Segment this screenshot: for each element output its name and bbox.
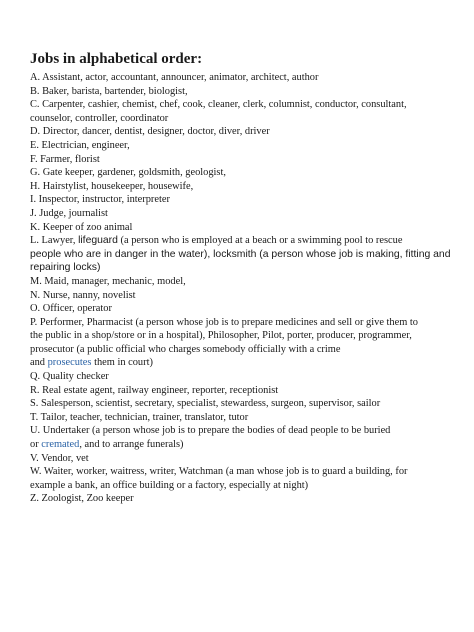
- list-item: H. Hairstylist, housekeeper, housewife,: [30, 180, 194, 192]
- entry-text: L. Lawyer,: [30, 235, 79, 247]
- list-item: counselor, controller, coordinator: [30, 112, 169, 124]
- list-item: W. Waiter, worker, waitress, writer, Watchman (a man whose job is to guard a building, for: [30, 466, 408, 478]
- list-item-p-end: [30, 356, 448, 370]
- page-title: Jobs in alphabetical order:: [30, 51, 203, 67]
- list-item: O. Officer, operator: [30, 303, 112, 315]
- entry-text: (a person who is employed at a beach or a swimming pool to rescue: [117, 235, 403, 247]
- list-item: J. Judge, journalist: [30, 207, 108, 219]
- entry-text: (a person whose job is making, fitting and: [256, 248, 451, 260]
- list-item-l-cont: repairing locks): [30, 262, 101, 274]
- list-item: prosecutor (a public official who charges somebody officially with a crime: [30, 343, 341, 355]
- locksmith-term: locksmith: [213, 248, 257, 260]
- list-item: G. Gate keeper, gardener, goldsmith, geologist,: [30, 167, 226, 179]
- prosecutes-link[interactable]: prosecutes: [47, 357, 92, 369]
- list-item: F. Farmer, florist: [30, 153, 100, 165]
- list-item: D. Director, dancer, dentist, designer, doctor, diver, driver: [30, 126, 270, 138]
- list-item: I. Inspector, instructor, interpreter: [30, 194, 170, 206]
- list-item-u-end: [30, 438, 448, 452]
- list-item: the public in a shop/store or in a hospital), Philosopher, Pilot, porter, producer, programmer,: [30, 330, 412, 342]
- list-item-l: [30, 234, 448, 248]
- document-body: [30, 50, 451, 506]
- list-item: E. Electrician, engineer,: [30, 139, 130, 151]
- list-item: P. Performer, Pharmacist (a person whose job is to prepare medicines and sell or give them to: [30, 316, 418, 328]
- list-item: Q. Quality checker: [30, 371, 109, 383]
- entry-text: and: [30, 357, 48, 369]
- list-item: S. Salesperson, scientist, secretary, specialist, stewardess, surgeon, supervisor, sailor: [30, 398, 381, 410]
- list-item: A. Assistant, actor, accountant, announcer, animator, architect, author: [30, 72, 319, 83]
- list-item: T. Tailor, teacher, technician, trainer, translator, tutor: [30, 411, 249, 423]
- list-item: N. Nurse, nanny, novelist: [30, 289, 136, 301]
- entry-text: people who are in danger in the water),: [30, 248, 214, 260]
- list-item: C. Carpenter, cashier, chemist, chef, cook, cleaner, clerk, columnist, conductor, consultant,: [30, 99, 407, 111]
- entry-text: or: [30, 439, 42, 451]
- list-item: example a bank, an office building or a factory, especially at night): [30, 479, 309, 491]
- list-item-l-cont: [30, 248, 451, 262]
- list-item: U. Undertaker (a person whose job is to prepare the bodies of dead people to be buried: [30, 425, 391, 437]
- lifeguard-term: lifeguard: [78, 235, 118, 247]
- list-item: B. Baker, barista, bartender, biologist,: [30, 85, 188, 97]
- cremated-link[interactable]: cremated: [41, 439, 80, 451]
- entry-text: them in court): [91, 357, 153, 369]
- list-item: V. Vendor, vet: [30, 452, 89, 464]
- entry-text: , and to arrange funerals): [79, 439, 184, 451]
- list-item: K. Keeper of zoo animal: [30, 221, 133, 233]
- list-item: Z. Zoologist, Zoo keeper: [30, 493, 134, 505]
- list-item: R. Real estate agent, railway engineer, reporter, receptionist: [30, 384, 279, 396]
- list-item: M. Maid, manager, mechanic, model,: [30, 275, 186, 287]
